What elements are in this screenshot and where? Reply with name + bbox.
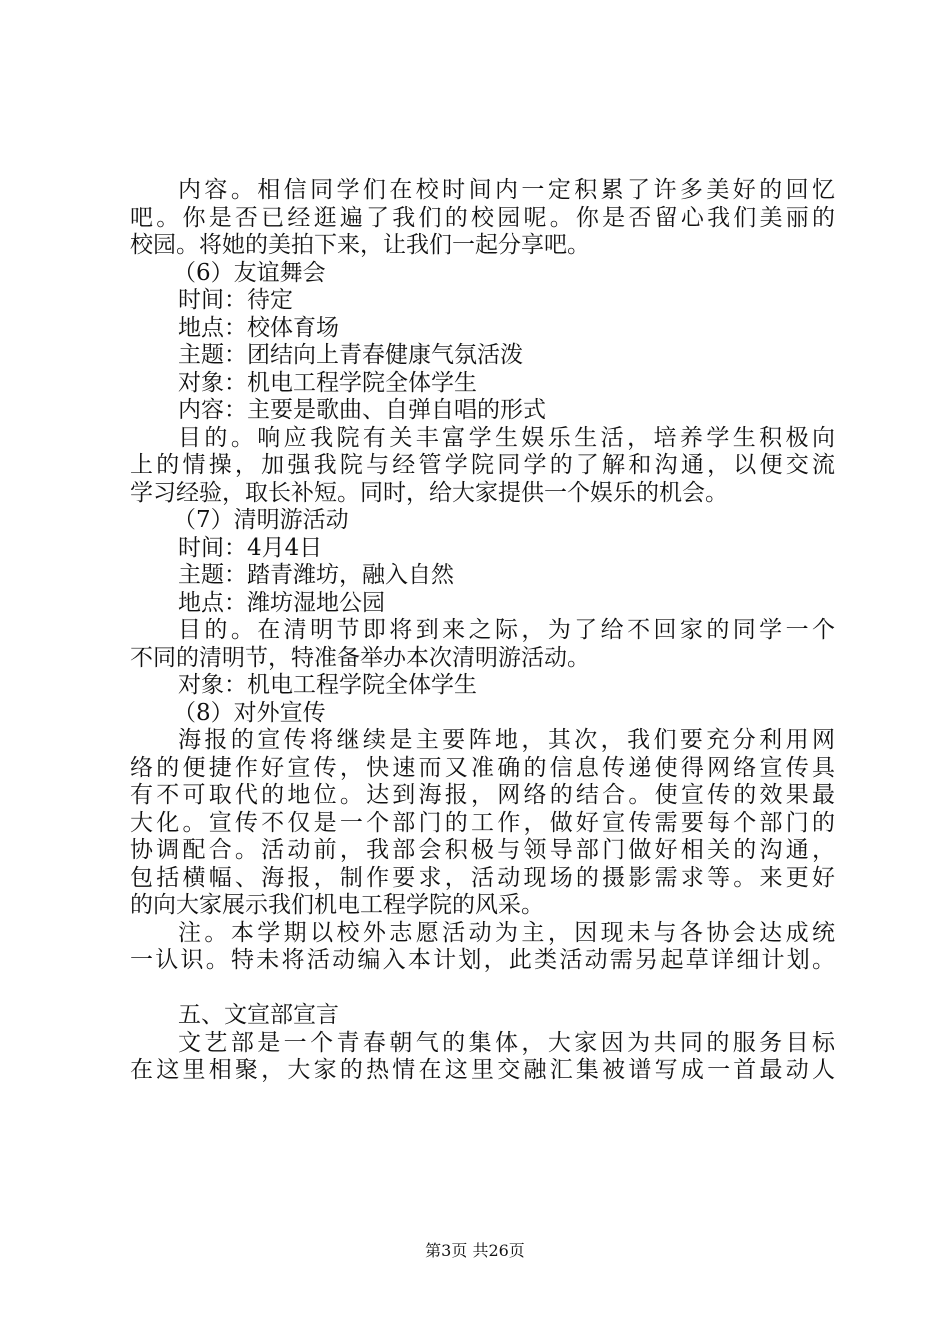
text-line: （8）对外宣传 xyxy=(173,699,326,726)
text-line: 目的。响应我院有关丰富学生娱乐生活，培养学生积极向 xyxy=(178,424,835,451)
text-line: 时间：待定 xyxy=(178,287,293,313)
page-footer: 第3页 共26页 xyxy=(425,1241,525,1260)
text-line: 的向大家展示我们机电工程学院的风采。 xyxy=(130,892,544,918)
text-line: 不同的清明节，特准备举办本次清明游活动。 xyxy=(130,644,590,671)
text-line: （7）清明游活动 xyxy=(173,507,349,533)
text-line: 校园。将她的美拍下来，让我们一起分享吧。 xyxy=(130,232,590,258)
text-line: 文艺部是一个青春朝气的集体，大家因为共同的服务目标 xyxy=(178,1029,835,1056)
blank-line xyxy=(130,975,835,1003)
text-line: 主题：团结向上青春健康气氛活泼 xyxy=(178,342,523,368)
text-line: 大化。宣传不仅是一个部门的工作，做好宣传需要每个部门的 xyxy=(130,809,835,836)
text-line: 协调配合。活动前，我部会积极与领导部门做好相关的沟通， xyxy=(130,837,835,863)
text-line: 在这里相聚，大家的热情在这里交融汇集被谱写成一首最动人 xyxy=(130,1057,835,1083)
text-line: 络的便捷作好宣传，快速而又准确的信息传递使得网络宣传具 xyxy=(130,754,835,781)
text-line: 对象：机电工程学院全体学生 xyxy=(178,369,477,396)
text-line: 内容：主要是歌曲、自弹自唱的形式 xyxy=(178,397,546,423)
text-line: 内容。相信同学们在校时间内一定积累了许多美好的回忆 xyxy=(178,177,835,203)
text-line: 地点：校体育场 xyxy=(178,314,339,341)
text-line: 五、文宣部宣言 xyxy=(178,1002,339,1028)
text-line: 包括横幅、海报，制作要求，活动现场的摄影需求等。来更好 xyxy=(130,864,835,891)
document-body xyxy=(130,177,835,1085)
text-line: 主题：踏青潍坊，融入自然 xyxy=(178,562,454,588)
text-line: 注。本学期以校外志愿活动为主，因现未与各协会达成统 xyxy=(178,919,835,946)
text-line: 地点：潍坊湿地公园 xyxy=(178,589,385,616)
text-line: 上的情操，加强我院与经管学院同学的了解和沟通，以便交流 xyxy=(130,452,835,478)
text-line: （6）友谊舞会 xyxy=(173,259,326,286)
text-line: 一认识。特未将活动编入本计划，此类活动需另起草详细计划。 xyxy=(130,947,835,973)
text-line: 有不可取代的地位。达到海报，网络的结合。使宣传的效果最 xyxy=(130,782,835,808)
text-line: 目的。在清明节即将到来之际，为了给不回家的同学一个 xyxy=(178,617,835,643)
text-line: 对象：机电工程学院全体学生 xyxy=(178,672,477,698)
text-line: 吧。你是否已经逛遍了我们的校园呢。你是否留心我们美丽的 xyxy=(130,204,835,231)
text-line: 学习经验，取长补短。同时，给大家提供一个娱乐的机会。 xyxy=(130,479,728,506)
text-line: 海报的宣传将继续是主要阵地，其次，我们要充分利用网 xyxy=(178,727,835,753)
text-line: 时间：4月4日 xyxy=(178,534,323,561)
